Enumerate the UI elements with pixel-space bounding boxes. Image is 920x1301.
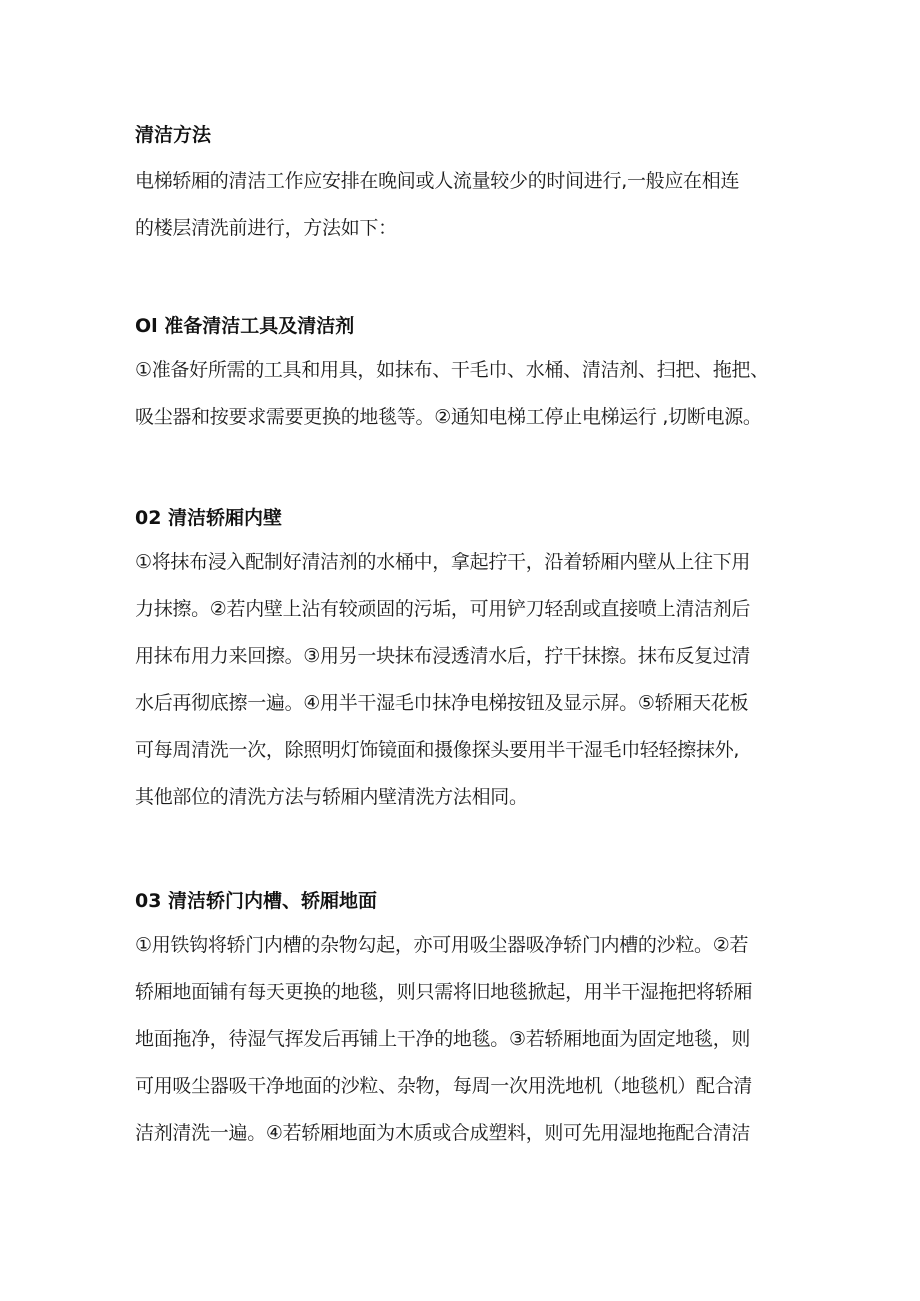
paragraph-line: 电梯轿厢的清洁工作应安排在晚间或人流量较少的时间进行,一般应在相连 (135, 170, 740, 192)
paragraph-line: 的楼层清洗前进行，方法如下： (135, 217, 397, 239)
section-01-paragraph (135, 347, 795, 441)
section-03-paragraph (135, 922, 795, 1157)
paragraph-line: 地面拖净，待湿气挥发后再铺上干净的地毯。③若轿厢地面为固定地毯，则 (135, 1028, 751, 1050)
section-01-heading: Ol 准备清洁工具及清洁剂 (135, 315, 355, 337)
paragraph-line: ①用铁钩将轿门内槽的杂物勾起，亦可用吸尘器吸净轿门内槽的沙粒。②若 (135, 934, 749, 956)
intro-heading: 清洁方法 (135, 124, 212, 146)
paragraph-line: 用抹布用力来回擦。③用另一块抹布浸透清水后，拧干抹擦。抹布反复过清 (135, 645, 751, 667)
section-01 (135, 314, 795, 441)
section-02 (135, 506, 795, 821)
paragraph-line: 可每周清洗一次，除照明灯饰镜面和摄像探头要用半干湿毛巾轻轻擦抹外, (135, 739, 740, 761)
section-03-heading: 03 清洁轿门内槽、轿厢地面 (135, 890, 378, 912)
paragraph-line: ①将抹布浸入配制好清洁剂的水桶中，拿起拧干，沿着轿厢内壁从上往下用 (135, 551, 751, 573)
paragraph-line: 洁剂清洗一遍。④若轿厢地面为木质或合成塑料，则可先用湿地拖配合清洁 (135, 1122, 751, 1144)
paragraph-line: 其他部位的清洗方法与轿厢内壁清洗方法相同。 (135, 786, 528, 808)
paragraph-line: 吸尘器和按要求需要更换的地毯等。②通知电梯工停止电梯运行 ,切断电源。 (135, 406, 762, 428)
paragraph-line: 可用吸尘器吸干净地面的沙粒、杂物，每周一次用洗地机（地毯机）配合清 (135, 1075, 753, 1097)
paragraph-line: 水后再彻底擦一遍。④用半干湿毛巾抹净电梯按钮及显示屏。⑤轿厢天花板 (135, 692, 749, 714)
section-03 (135, 889, 795, 1157)
paragraph-line: 轿厢地面铺有每天更换的地毯，则只需将旧地毯掀起，用半干湿拖把将轿厢 (135, 981, 753, 1003)
intro-paragraph (135, 158, 795, 252)
section-02-heading: 02 清洁轿厢内壁 (135, 507, 283, 529)
intro-section (135, 123, 795, 252)
section-02-paragraph (135, 539, 795, 821)
paragraph-line: 力抹擦。②若内壁上沾有较顽固的污垢，可用铲刀轻刮或直接喷上清洁剂后 (135, 598, 751, 620)
paragraph-line: ①准备好所需的工具和用具，如抹布、干毛巾、水桶、清洁剂、扫把、拖把、 (135, 359, 769, 381)
